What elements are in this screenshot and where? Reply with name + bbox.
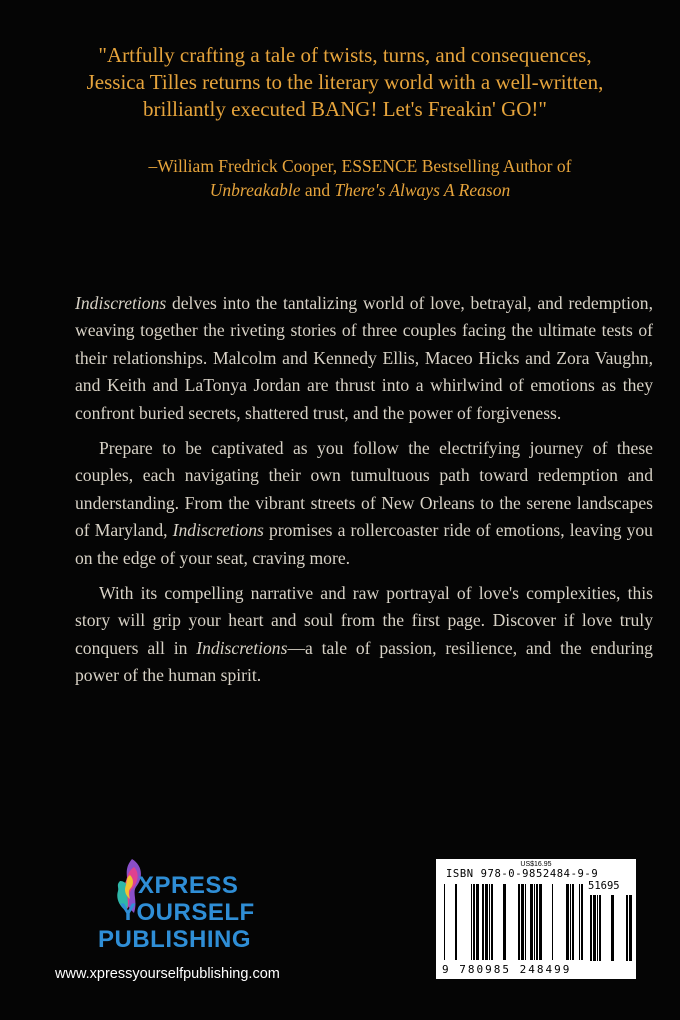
publisher-website[interactable]: www.xpressyourselfpublishing.com bbox=[55, 966, 280, 982]
quote-line-2: Jessica Tilles returns to the literary world with a well-written, bbox=[86, 70, 604, 94]
attribution-title-2: There's Always A Reason bbox=[334, 180, 511, 200]
barcode-bar bbox=[518, 884, 520, 960]
barcode-bar bbox=[539, 884, 542, 960]
publisher-name-line-2: YOURSELF bbox=[120, 899, 255, 926]
description-paragraph-3 bbox=[75, 580, 653, 690]
barcode-bar bbox=[530, 884, 533, 960]
quote-line-3: brilliantly executed BANG! Let's Freakin' GO!" bbox=[143, 97, 547, 121]
barcode-bar bbox=[593, 895, 596, 961]
barcode-bar bbox=[455, 884, 457, 960]
barcode-addon-bars bbox=[588, 895, 632, 961]
book-description bbox=[75, 290, 653, 698]
paragraph-3-text-start: With its compelling narrative and raw portrayal of love's complexities, this story will grip your heart and soul from the first page. Discover if love truly conquers all in bbox=[75, 583, 653, 658]
barcode-bar bbox=[590, 895, 592, 961]
barcode-bar bbox=[597, 895, 598, 961]
barcode-isbn: ISBN 978-0-9852484-9-9 bbox=[446, 868, 599, 880]
paragraph-2-text-end: promises a rollercoaster ride of emotions, leaving you on the edge of your seat, craving more. bbox=[75, 520, 653, 568]
barcode-bar bbox=[444, 884, 445, 960]
barcode-bar bbox=[503, 884, 506, 960]
barcode-bars bbox=[444, 884, 584, 960]
barcode-bar bbox=[491, 884, 493, 960]
publisher-name-line-1: XPRESS bbox=[138, 872, 239, 899]
barcode-bar bbox=[521, 884, 524, 960]
barcode-bar bbox=[570, 884, 571, 960]
barcode-addon-number: 51695 bbox=[588, 880, 620, 892]
barcode-bar bbox=[471, 884, 472, 960]
barcode-bar bbox=[485, 884, 488, 960]
quote-line-1: "Artfully crafting a tale of twists, turns, and consequences, bbox=[98, 43, 592, 67]
barcode-bar bbox=[626, 895, 628, 961]
barcode-bar bbox=[599, 895, 601, 961]
attribution-and: and bbox=[300, 180, 335, 200]
barcode-bar bbox=[536, 884, 538, 960]
book-title-italic: Indiscretions bbox=[75, 293, 167, 313]
barcode-bar bbox=[566, 884, 569, 960]
barcode-bar bbox=[534, 884, 535, 960]
barcode-bar bbox=[489, 884, 490, 960]
description-paragraph-1 bbox=[75, 290, 653, 427]
barcode-bar bbox=[579, 884, 580, 960]
publisher-logo bbox=[98, 855, 288, 965]
book-title-italic: Indiscretions bbox=[196, 637, 288, 658]
barcode-bar bbox=[482, 884, 484, 960]
barcode-bar bbox=[473, 884, 475, 960]
publisher-name-line-3: PUBLISHING bbox=[98, 926, 252, 953]
barcode-bar bbox=[572, 884, 574, 960]
barcode-bar bbox=[476, 884, 479, 960]
barcode-bar bbox=[525, 884, 526, 960]
description-paragraph-2 bbox=[75, 435, 653, 572]
paragraph-3-text-end: —a tale of passion, resilience, and the enduring power of the human spirit. bbox=[75, 637, 653, 686]
review-quote bbox=[40, 42, 650, 123]
isbn-barcode bbox=[436, 859, 636, 979]
book-title-italic: Indiscretions bbox=[172, 520, 264, 541]
barcode-bar bbox=[629, 895, 632, 961]
paragraph-1-text: delves into the tantalizing world of love, betrayal, and redemption, weaving together the riveting stories of three couples facing the ultimate tests of their relationships. Malcolm and Kennedy Ellis, Maceo Hicks and Zora Vaughn, and Keith and LaTonya Jordan are thrust into a whirlwind of emotions as they confront buried secrets, shattered trust, and the power of forgiveness. bbox=[75, 293, 653, 423]
barcode-bar bbox=[581, 884, 583, 960]
barcode-price: US$16.95 bbox=[520, 861, 552, 868]
attribution-title-1: Unbreakable bbox=[209, 180, 301, 200]
attribution-titles bbox=[90, 178, 630, 202]
barcode-bar bbox=[552, 884, 553, 960]
barcode-ean: 9 780985 248499 bbox=[442, 963, 572, 976]
quote-attribution bbox=[90, 154, 630, 202]
attribution-author: –William Fredrick Cooper, ESSENCE Bestselling Author of bbox=[148, 156, 572, 176]
barcode-bar bbox=[611, 895, 614, 961]
paragraph-2-text-start: Prepare to be captivated as you follow the electrifying journey of these couples, each navigating their own tumultuous path toward redemption and understanding. From the vibrant streets of New Orleans to the serene landscapes of Maryland, bbox=[75, 438, 653, 541]
